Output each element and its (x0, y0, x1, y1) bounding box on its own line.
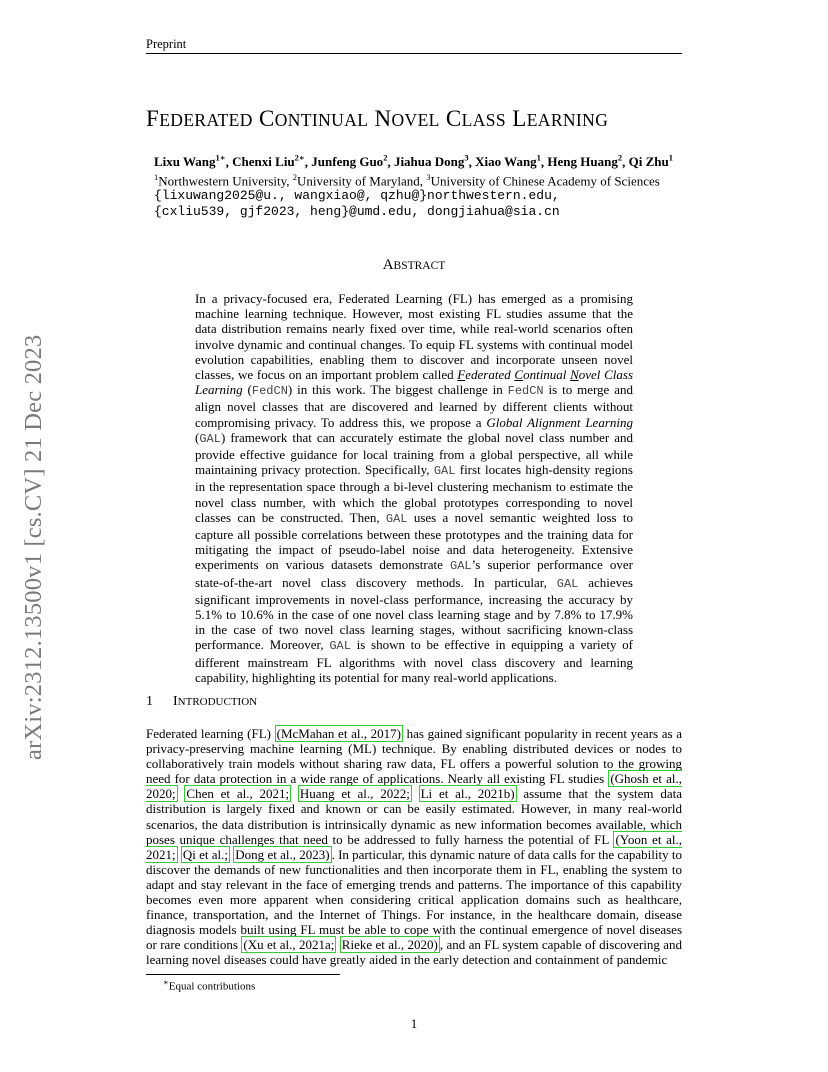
citation-link[interactable]: Dong et al., 2023) (235, 846, 330, 862)
affiliation: Northwestern University, (158, 173, 290, 189)
citation-link[interactable]: Li et al., 2021b) (420, 786, 515, 802)
title-word: NOVEL (374, 106, 440, 131)
abstract-heading: ABSTRACT (382, 257, 446, 273)
citation-link[interactable]: Chen et al., 2021; (186, 786, 290, 802)
citation-link[interactable]: (Yoon et al., 2021; (146, 831, 682, 862)
citation-link[interactable]: (Ghosh et al., 2020; (146, 771, 682, 802)
title-word: CLASS (445, 106, 507, 131)
email-line[interactable]: {cxliu539, gjf2023, heng}@umd.edu, dongjiahua@sia.cn (154, 204, 560, 219)
title-word: FEDERATED (146, 106, 253, 131)
paper-title (146, 106, 608, 132)
affiliation: University of Maryland, (297, 173, 424, 189)
author: Heng Huang$^2$ (547, 153, 623, 170)
author: Jiahua Dong$^3$ (393, 153, 469, 170)
author-list: Lixu Wang$^{1∗}$, Chenxi Liu$^{2∗}$, Junfeng Guo$^2$, Jiahua Dong$^3$, Xiao Wang$^1$, Heng Huang$^2$, Qi Zhu$^1$ (154, 153, 673, 170)
header-rule (146, 53, 682, 54)
abstract-body: In a privacy-focused era, Federated Learning (FL) has emerged as a promising machine learning technique. However, most existing FL studies assume that the data distribution remains nearly fixed over time, while real-world scenarios often involve dynamic and continual changes. To equip FL systems with continual model evolution capabilities, enabling them to discover and incorporate unseen novel classes, we focus on an important problem called Federated Continual Novel Class Learning (FedCN) in this work. The biggest challenge in FedCN is to merge and align novel classes that are discovered and learned by different clients without compromising privacy. To address this, we propose a Global Alignment Learning (GAL) framework that can accurately estimate the global novel class number and provide effective guidance for local training from a global perspective, all while maintaining privacy protection. Specifically, GAL first locates high-density regions in the representation space through a bi-level clustering mechanism to estimate the novel class number, with which the global prototypes corresponding to novel classes can be constructed. Then, GAL uses a novel semantic weighted loss to capture all possible correlations between these prototypes and the training data for mitigating the impact of pseudo-label noise and data heterogeneity. Extensive experiments on various datasets demonstrate GAL’s superior performance over state-of-the-art novel class discovery methods. In particular, GAL achieves significant improvements in novel-class performance, increasing the accuracy by 5.1% to 10.6% in the case of one novel class learning stage and by 7.8% to 17.9% in the case of two novel class learning stages, without sacrificing known-class performance. Moreover, GAL is shown to be effective in equipping a variety of different mainstream FL algorithms with novel class discovery and learning capability, highlighting its potential for many real-world applications. (195, 291, 633, 685)
arxiv-stamp[interactable] (18, 285, 48, 765)
affiliations: $^1$Northwestern University, $^2$University of Maryland, $^3$University of Chinese Academy of Sciences (154, 172, 660, 189)
author: Junfeng Guo$^2$ (311, 153, 388, 170)
email-line[interactable]: {lixuwang2025@u., wangxiao@, qzhu@}northwestern.edu, (154, 188, 560, 203)
footnote: ∗Equal contributions (163, 977, 256, 993)
footnote-rule (146, 974, 340, 975)
intro-paragraph: Federated learning (FL) (McMahan et al., 2017) has gained significant popularity in recent years as a privacy-preserving machine learning (ML) technique. By enabling distributed devices or nodes to collaboratively train models without sharing raw data, FL offers a powerful solution to the growing need for data protection in a wide range of applications. Nearly all existing FL studies (Ghosh et al., 2020; Chen et al., 2021; Huang et al., 2022; Li et al., 2021b) assume that the system data distribution is largely fixed and known or can be easily estimated. However, in many real-world scenarios, the data distribution is intrinsically dynamic as new information becomes available, which poses unique challenges that need to be addressed to fully harness the potential of FL (Yoon et al., 2021; Qi et al.; Dong et al., 2023) . In particular, this dynamic nature of data calls for the capability to discover the demands of new functionalities and then incorporate them in FL, enabling the system to adapt and stay relevant in the face of emerging trends and patterns. The importance of this capability becomes even more apparent when considering critical application domains such as healthcare, finance, transportation, and the Internet of Things. For instance, in the healthcare domain, disease diagnosis models built using FL must be able to cope with the continual emergence of novel diseases or rare conditions (Xu et al., 2021a; Rieke et al., 2020) , and an FL system capable of discovering and learning novel diseases could have greatly aided in the early detection and containment of pandemic (146, 726, 683, 968)
citation-link[interactable]: Qi et al.; (182, 846, 229, 862)
running-head: Preprint (146, 37, 187, 51)
title-word: CONTINUAL (258, 106, 369, 131)
affiliation: University of Chinese Academy of Sciences (430, 173, 660, 189)
author: Xiao Wang$^1$ (475, 153, 541, 170)
author: Lixu Wang$^{1∗}$ (154, 153, 226, 170)
citation-link[interactable]: Rieke et al., 2020) (341, 937, 438, 953)
arxiv-id: arXiv:2312.13500v1 [cs.CV] 21 Dec 2023 (20, 334, 47, 760)
author: Chenxi Liu$^{2∗}$ (232, 153, 305, 170)
citation-link[interactable]: (McMahan et al., 2017) (276, 726, 401, 741)
citation-link[interactable]: (Xu et al., 2021a; (243, 937, 335, 953)
citation-link[interactable]: Huang et al., 2022; (299, 786, 410, 802)
title-word: LEARNING (512, 106, 609, 131)
author: Qi Zhu$^1$ (628, 153, 673, 170)
page-number: 1 (410, 1016, 418, 1031)
section-heading: 1 INTRODUCTION (146, 694, 258, 709)
